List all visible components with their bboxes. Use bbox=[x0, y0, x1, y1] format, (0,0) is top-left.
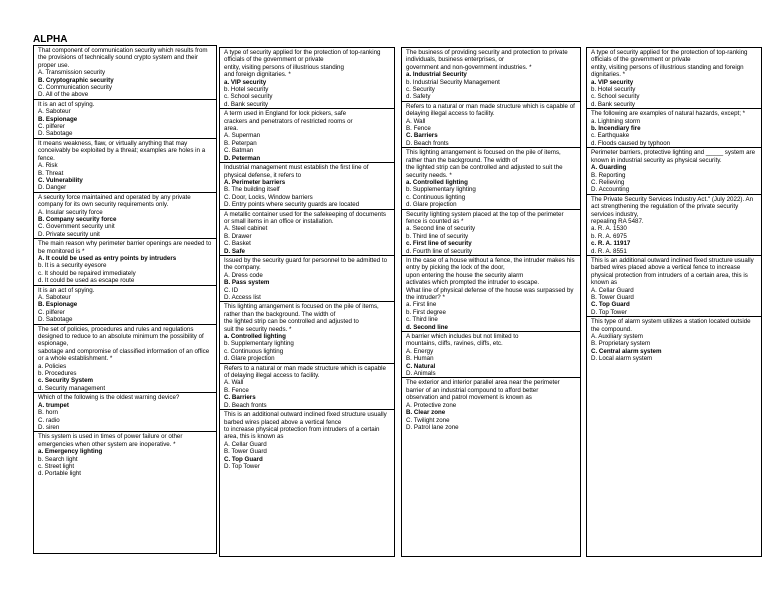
answer-option: a. Lightning storm bbox=[591, 117, 641, 125]
answer-option: b. Supplementary lighting bbox=[406, 186, 476, 194]
answer-option: A. Wall bbox=[406, 117, 426, 125]
question-stem: The main reason why perimeter barrier openings are needed to be monitored is * bbox=[38, 240, 212, 255]
question-block bbox=[402, 48, 580, 102]
question-stem: The exterior and interior parallel area near the perimeter barrier of an industrial compound to afford better observation and patrol movement is known as bbox=[406, 379, 560, 402]
answer-option: c. Street light bbox=[38, 462, 75, 470]
question-block bbox=[220, 109, 394, 163]
answer-option-correct: B. Company security force bbox=[38, 215, 117, 223]
answer-option: A. Cellar Guard bbox=[591, 286, 634, 294]
answer-option: C. radio bbox=[38, 416, 60, 424]
document-title: ALPHA bbox=[33, 34, 68, 45]
answer-option: c. Earthquake bbox=[591, 132, 630, 140]
answer-option: b. It is a security eyesore bbox=[38, 262, 107, 270]
answer-option: D. Accounting bbox=[591, 186, 630, 194]
answer-option: B. Reporting bbox=[591, 171, 626, 179]
answer-option: c. Security bbox=[406, 86, 435, 94]
answer-option-correct: b. Incendiary fire bbox=[591, 125, 641, 133]
question-stem: This lighting arrangement is focused on the pile of items, rather than the background. The width of the lighted strip can be controlled and adjusted to suit the security needs. * bbox=[406, 149, 563, 179]
question-block bbox=[34, 325, 216, 394]
answer-option-correct: C. Central alarm system bbox=[591, 347, 662, 355]
answer-option-correct: a. VIP security bbox=[591, 78, 634, 86]
answer-option-correct: A. It could be used as entry points by intruders bbox=[38, 254, 177, 262]
answer-option: b. Hotel security bbox=[224, 86, 269, 94]
answer-option: d. Glare projection bbox=[224, 355, 275, 363]
question-block bbox=[402, 256, 580, 332]
answer-option: C. pilferer bbox=[38, 123, 65, 131]
answer-option: C. Batman bbox=[224, 147, 254, 155]
question-stem: Security lighting system placed at the top of the perimeter fence is counted as * bbox=[406, 210, 564, 225]
answer-option: A. Dress code bbox=[224, 271, 263, 279]
answer-option: A. Auxiliary system bbox=[591, 333, 643, 341]
question-block bbox=[34, 100, 216, 139]
answer-option-correct: D. Peterman bbox=[224, 154, 261, 162]
question-stem: A metallic container used for the safekeeping of documents or small items in an office or installation. bbox=[224, 210, 387, 225]
answer-option-correct: a. Controlled lighting bbox=[406, 178, 468, 186]
question-column-1 bbox=[33, 45, 217, 554]
question-stem: This type of alarm system utilizes a station located outside the compound. bbox=[591, 318, 751, 333]
question-block bbox=[220, 302, 394, 363]
answer-option: A. Superman bbox=[224, 132, 261, 140]
answer-option: D. Top Tower bbox=[591, 308, 627, 316]
answer-option: B. Tower Guard bbox=[591, 294, 634, 301]
answer-option-correct: c. First line of security bbox=[406, 240, 472, 248]
answer-option: b. First degree bbox=[406, 308, 446, 316]
answer-option-correct: C. Barriers bbox=[406, 132, 438, 140]
answer-option-correct: c. Security System bbox=[38, 377, 94, 385]
question-block bbox=[220, 210, 394, 256]
answer-option: D. Access list bbox=[224, 294, 261, 301]
answer-option: b. Industrial Security Management bbox=[406, 78, 500, 86]
answer-option: a. First line bbox=[406, 301, 437, 309]
answer-option: d. Security management bbox=[38, 384, 106, 392]
question-stem: Industrial management must establish the first line of physical defense, it refers to bbox=[224, 164, 369, 179]
answer-option: C. Government security unit bbox=[38, 223, 115, 231]
answer-option-correct: B. Espionage bbox=[38, 115, 78, 123]
question-stem: The set of policies, procedures and rules and regulations designed to reduce to an absolute minimum the possibility of espionage, sabotage and compromise of classified information of an office or a whole establishment. * bbox=[38, 325, 210, 363]
answer-option: A. Insular security force bbox=[38, 208, 103, 216]
question-stem: The business of providing security and protection to private individuals, business enterprises, or government and non-government industries. * bbox=[406, 49, 568, 71]
answer-option: B. Tower Guard bbox=[224, 448, 267, 456]
answer-option: A. Cellar Guard bbox=[224, 440, 267, 448]
question-block bbox=[587, 195, 761, 256]
question-block bbox=[402, 378, 580, 431]
answer-option: b. R. A. 6975 bbox=[591, 232, 627, 240]
answer-option: D. Sabotage bbox=[38, 130, 73, 138]
question-column-3 bbox=[401, 47, 581, 557]
answer-option: C. Basket bbox=[224, 240, 251, 248]
answer-option-correct: c. R. A. 11917 bbox=[591, 240, 631, 248]
question-stem: Perimeter barriers, protective lighting and _____ system are known in industrial security as physical security. bbox=[591, 149, 756, 164]
question-column-4 bbox=[586, 47, 762, 557]
answer-option-correct: C. Top Guard bbox=[224, 455, 263, 463]
answer-option: C. Twilight zone bbox=[406, 416, 450, 424]
question-stem: It is an act of spying. bbox=[38, 100, 95, 108]
answer-option: c. Continuous lighting bbox=[406, 193, 466, 201]
answer-option: D. Entry points where security guards are located bbox=[224, 201, 360, 209]
answer-option: A. Wall bbox=[224, 379, 244, 387]
answer-option-correct: B. Cryptographic security bbox=[38, 76, 114, 84]
question-block bbox=[34, 432, 216, 477]
answer-option: B. Fence bbox=[406, 125, 431, 133]
answer-option: b. Search light bbox=[38, 455, 78, 463]
answer-option: A. Risk bbox=[38, 162, 58, 170]
answer-option: d. Glare projection bbox=[406, 201, 457, 209]
question-block bbox=[220, 364, 394, 410]
answer-option-correct: C. Vulnerability bbox=[38, 176, 83, 184]
answer-option: c. It should be repaired immediately bbox=[38, 269, 136, 277]
question-stem: That component of communication security which results from the provisions of technically sound crypto system and their proper use. bbox=[38, 47, 208, 69]
question-stem: This system is used in times of power failure or other emergencies when other system are inoperative. * bbox=[38, 433, 183, 448]
answer-option: A. Saboteur bbox=[38, 294, 71, 301]
answer-option-correct: A. trumpet bbox=[38, 401, 69, 409]
question-stem: A term used in England for lock pickers, safe crackers and penetrators of restricted rooms or area. bbox=[224, 110, 353, 133]
question-stem: In the case of a house without a fence, the intruder makes his entry by picking the lock of the door, upon entering the house the security alarm activates which prompted the intruder to escape. What line of physical defense of the house was surpassed by the intruder? * bbox=[406, 256, 575, 301]
answer-option: d. It could be used as escape route bbox=[38, 277, 135, 285]
answer-option: B. Threat bbox=[38, 169, 64, 177]
answer-option: C. Relieving bbox=[591, 178, 625, 186]
answer-option: A. Transmission security bbox=[38, 69, 106, 77]
answer-option: D. Patrol lane zone bbox=[406, 423, 459, 431]
answer-option: A. Energy bbox=[406, 347, 434, 355]
question-stem: It is an act of spying. bbox=[38, 286, 95, 294]
answer-option: D. siren bbox=[38, 423, 60, 431]
question-stem: A type of security applied for the protection of top-ranking officials of the government or private entity, visiting persons of illustrious standing and foreign dignitaries. * bbox=[224, 49, 381, 79]
question-block bbox=[220, 163, 394, 209]
answer-option: B. Drawer bbox=[224, 232, 252, 240]
answer-option: a. R. A. 1530 bbox=[591, 225, 627, 233]
question-block bbox=[34, 139, 216, 193]
answer-option: d. Safety bbox=[406, 93, 431, 101]
answer-option: d. Fourth line of security bbox=[406, 247, 473, 255]
answer-option: A. Steel cabinet bbox=[224, 225, 268, 233]
answer-option: c. School security bbox=[224, 93, 273, 101]
answer-option: B. Human bbox=[406, 355, 434, 363]
answer-option-correct: C. Natural bbox=[406, 362, 436, 370]
question-block bbox=[220, 48, 394, 109]
answer-option: d. Bank security bbox=[591, 100, 636, 108]
answer-option: D. Local alarm system bbox=[591, 355, 653, 363]
question-block bbox=[220, 410, 394, 470]
question-block bbox=[402, 332, 580, 378]
answer-option: d. Portable light bbox=[38, 470, 81, 478]
answer-option: c. Continuous lighting bbox=[224, 347, 284, 355]
answer-option: d. Floods caused by typhoon bbox=[591, 139, 671, 147]
question-stem: A security force maintained and operated by any private company for its own security requirements only. bbox=[38, 193, 191, 209]
answer-option: D. Private security unit bbox=[38, 230, 100, 238]
answer-option-correct: C. Barriers bbox=[224, 394, 256, 402]
question-block bbox=[587, 256, 761, 317]
answer-option-correct: a. Industrial Security bbox=[406, 71, 467, 79]
answer-option: a. Second line of security bbox=[406, 225, 476, 233]
answer-option-correct: B. Clear zone bbox=[406, 409, 446, 417]
question-stem: This lighting arrangement is focused on the pile of items, rather than the background. The width of the lighted strip can be controlled and adjusted to suit the security needs. * bbox=[224, 303, 379, 333]
question-block bbox=[402, 210, 580, 256]
answer-option: A. Protective zone bbox=[406, 401, 457, 409]
answer-option: C. Communication security bbox=[38, 84, 112, 92]
question-block bbox=[34, 193, 216, 239]
answer-option: c. Third line bbox=[406, 316, 438, 324]
question-block bbox=[587, 48, 761, 109]
answer-option: b. Procedures bbox=[38, 370, 77, 378]
question-stem: This is an additional outward inclined fixed structure usually barbed wires placed above a vertical fence to increase physical protection from intruders of a certain area, this is known as bbox=[591, 256, 754, 287]
question-stem: Refers to a natural or man made structure which is capable of delaying illegal access to facility. bbox=[406, 102, 575, 118]
answer-option: b. Third line of security bbox=[406, 232, 469, 240]
question-stem: The following are examples of natural hazards, except; * bbox=[591, 110, 746, 118]
answer-option: B. Fence bbox=[224, 386, 249, 394]
answer-option-correct: A. Guarding bbox=[591, 164, 627, 172]
question-block bbox=[402, 102, 580, 148]
answer-option-correct: A. Perimeter barriers bbox=[224, 178, 286, 186]
question-stem: Refers to a natural or man made structure which is capable of delaying illegal access to facility. bbox=[224, 364, 386, 380]
answer-option: D. Beach fronts bbox=[406, 139, 449, 147]
answer-option: C. ID bbox=[224, 286, 239, 294]
answer-option: D. Beach fronts bbox=[224, 401, 267, 409]
answer-option: B. The building itself bbox=[224, 186, 280, 194]
answer-option-correct: a. Controlled lighting bbox=[224, 333, 286, 341]
answer-option: D. Sabotage bbox=[38, 316, 73, 324]
answer-option-correct: C. Top Guard bbox=[591, 301, 630, 309]
answer-option: A. Saboteur bbox=[38, 108, 71, 116]
question-block bbox=[34, 286, 216, 325]
question-stem: It means weakness, flaw, or virtually anything that may conceivably be exploited by a threat; examples are holes in a fence. bbox=[38, 139, 206, 162]
question-stem: Issued by the security guard for personnel to be admitted to the company. bbox=[224, 256, 388, 272]
answer-option-correct: a. Emergency lighting bbox=[38, 448, 103, 456]
answer-option: c. School security bbox=[591, 93, 640, 101]
answer-option: B. horn bbox=[38, 409, 58, 417]
answer-option-correct: D. Safe bbox=[224, 247, 245, 255]
question-stem: A barrier which includes but not limited to mountains, cliffs, ravines, cliffs, etc. bbox=[406, 333, 519, 348]
answer-option: d. Bank security bbox=[224, 100, 269, 108]
answer-option: b. Supplementary lighting bbox=[224, 340, 294, 348]
question-block bbox=[587, 109, 761, 148]
answer-option-correct: B. Espionage bbox=[38, 301, 78, 309]
answer-option: D. All of the above bbox=[38, 91, 89, 99]
answer-option: C. pilferer bbox=[38, 308, 65, 316]
answer-option: D. Danger bbox=[38, 184, 67, 192]
question-column-2 bbox=[219, 47, 395, 557]
question-block bbox=[402, 148, 580, 209]
question-block bbox=[34, 46, 216, 100]
answer-option-correct: a. VIP security bbox=[224, 78, 267, 86]
answer-option-correct: d. Second line bbox=[406, 323, 448, 331]
question-stem: A type of security applied for the protection of top-ranking officials of the government or private entity, visiting persons of illustrious standing and foreign dignitaries. * bbox=[591, 49, 748, 79]
question-block bbox=[34, 239, 216, 285]
answer-option: d. R. A. 8551 bbox=[591, 247, 627, 255]
question-stem: The Private Security Services Industry Act." (July 2022). An act strengthening the regulation of the private security services industry, repealing RA 5487. bbox=[591, 195, 754, 225]
answer-option: D. Top Tower bbox=[224, 462, 260, 470]
answer-option: D. Animals bbox=[406, 370, 436, 378]
answer-option: B. Peterpan bbox=[224, 139, 257, 147]
question-stem: This is an additional outward inclined fixed structure usually barbed wires placed above a vertical fence to increase physical protection from intruders of a certain area, this is known as bbox=[224, 411, 387, 441]
question-block bbox=[587, 148, 761, 194]
question-block bbox=[34, 393, 216, 432]
question-block bbox=[220, 256, 394, 302]
question-stem: Which of the following is the oldest warning device? bbox=[38, 394, 180, 402]
answer-option-correct: B. Pass system bbox=[224, 279, 270, 287]
answer-option: a. Policies bbox=[38, 362, 67, 370]
answer-option: b. Hotel security bbox=[591, 86, 636, 94]
answer-option: B. Proprietary system bbox=[591, 340, 651, 348]
question-block bbox=[587, 317, 761, 362]
answer-option: C. Door, Locks, Window barriers bbox=[224, 193, 313, 201]
